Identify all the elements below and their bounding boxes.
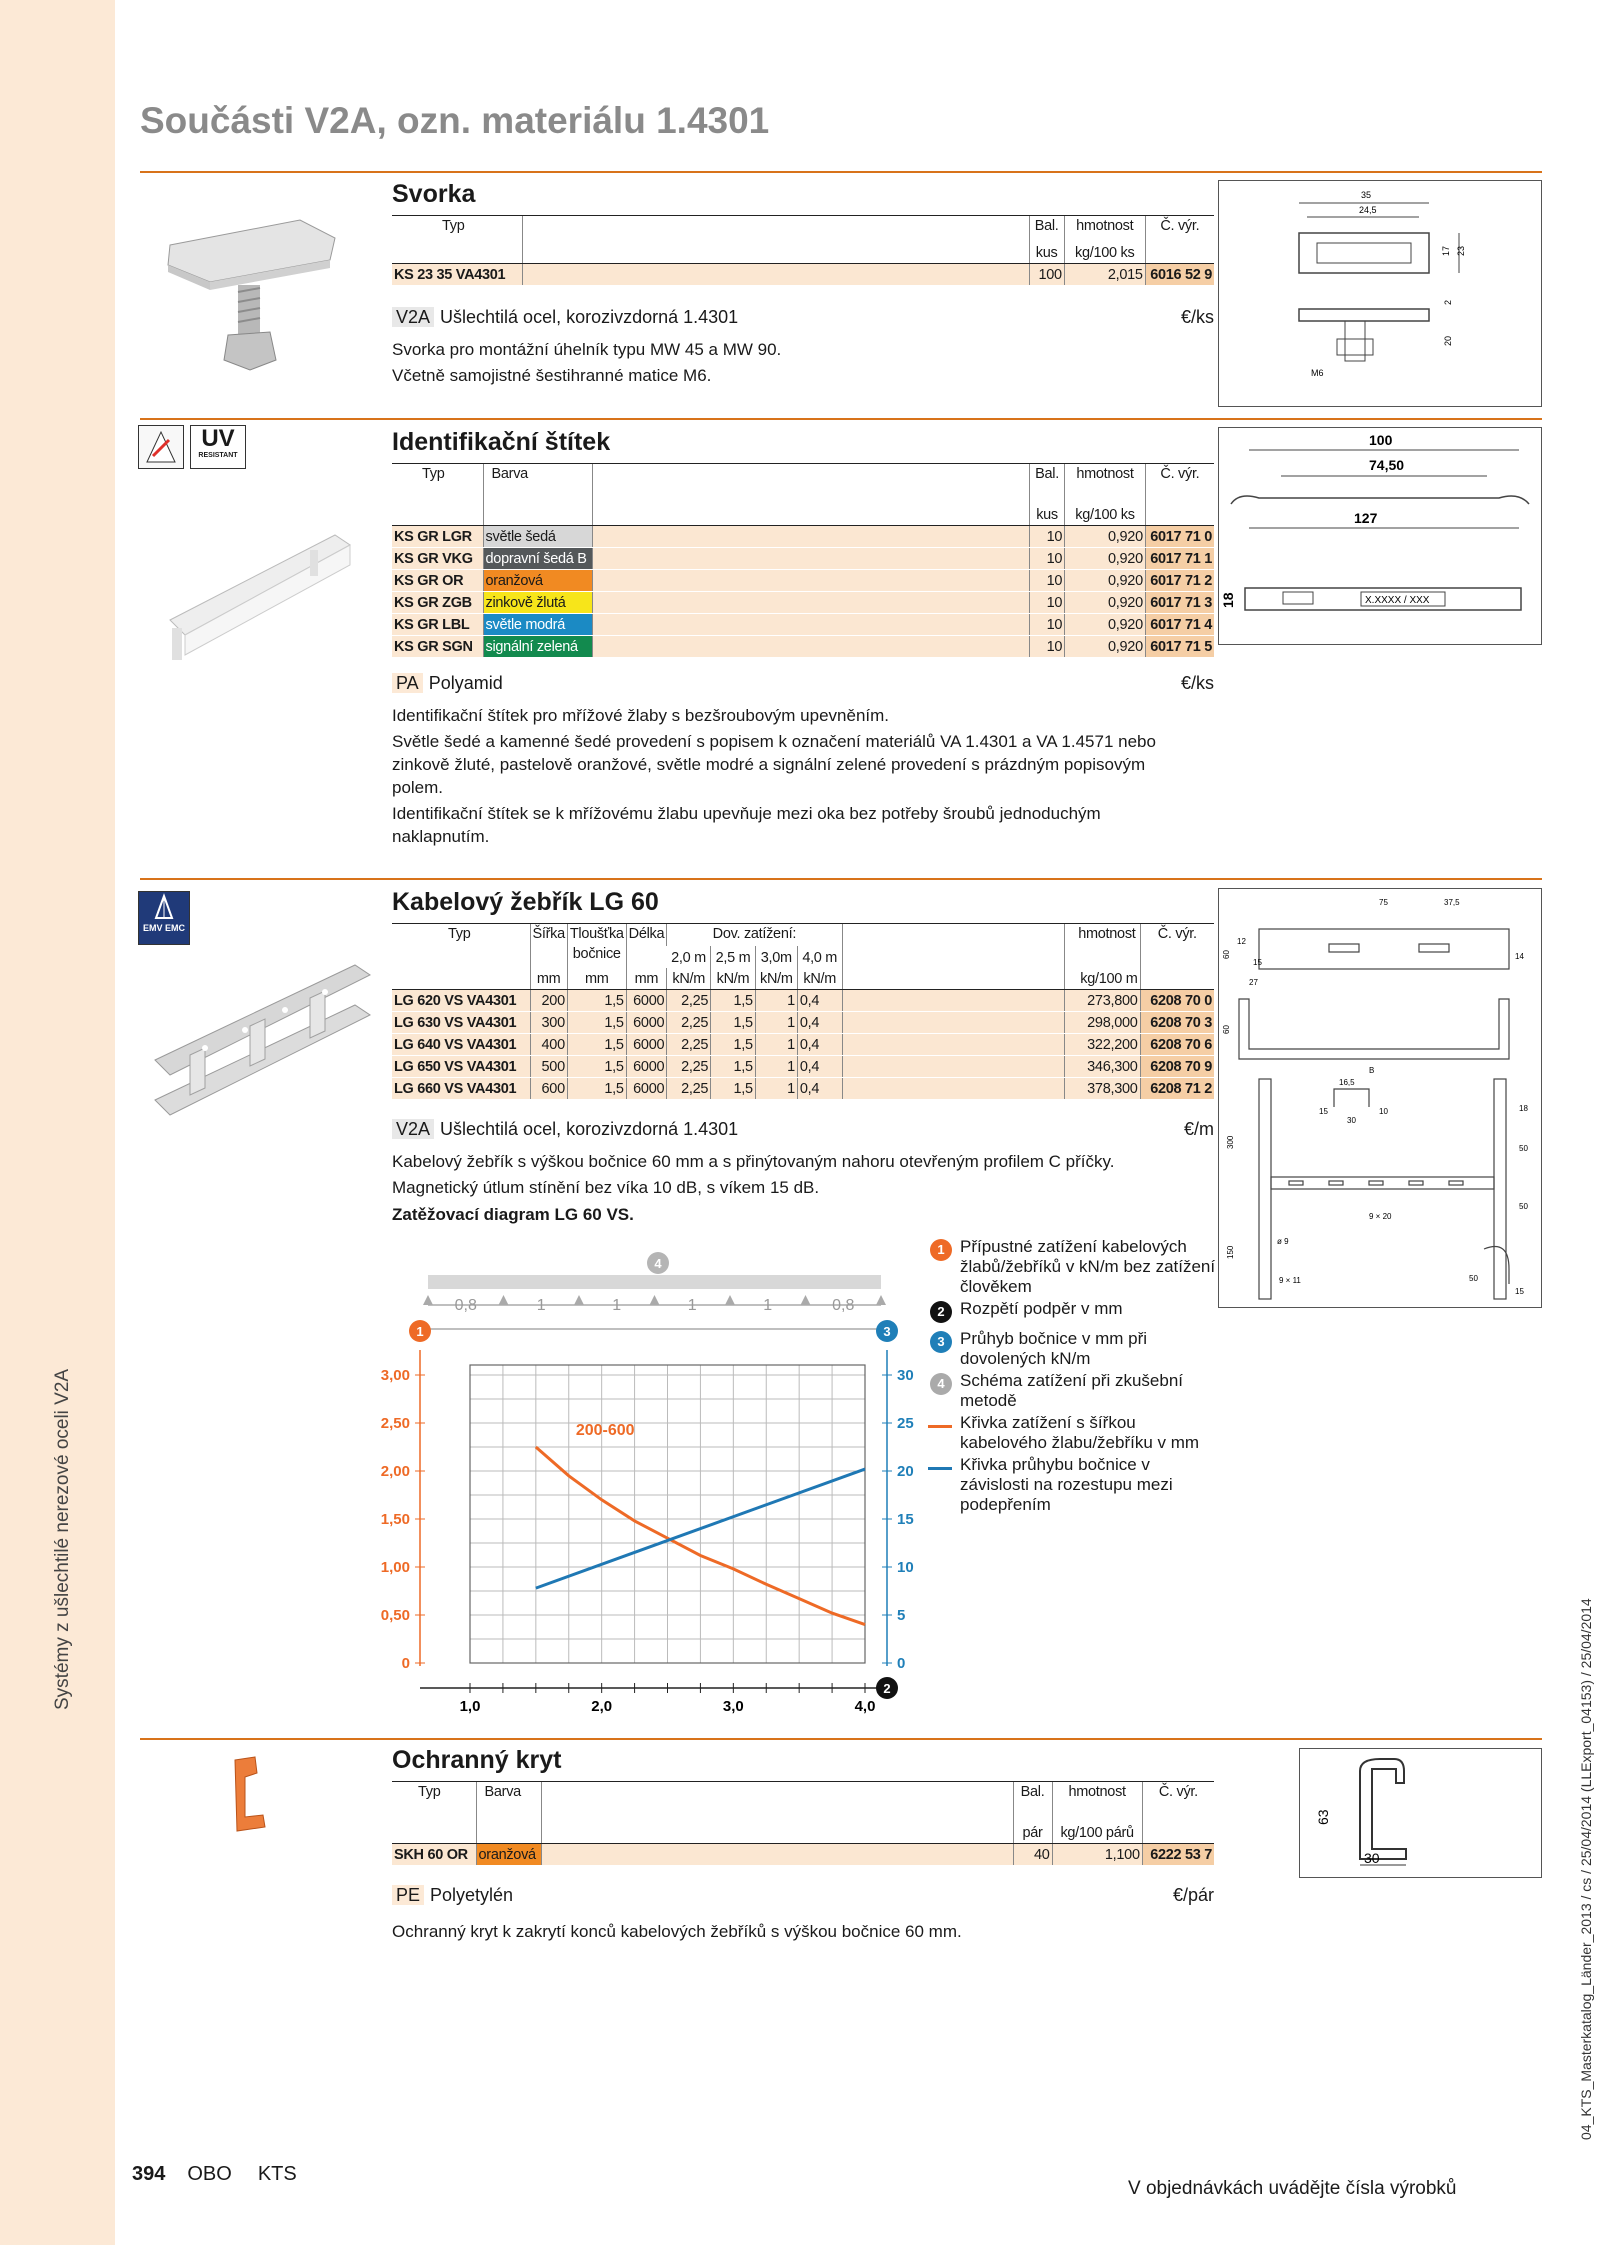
- svg-text:2: 2: [1443, 299, 1453, 305]
- material-line: PE Polyetylén €/pár: [392, 1882, 1214, 1908]
- legend-item: 4 Schéma zatížení při zkušební metodě: [928, 1371, 1218, 1411]
- svg-text:50: 50: [1469, 1274, 1478, 1283]
- zebrik-photo: [145, 960, 375, 1120]
- table-row: LG 620 VS VA4301 200 1,5 6000 2,25 1,5 1 0,4 273,800 6208 70 0: [392, 990, 1214, 1012]
- svg-text:9 × 20: 9 × 20: [1369, 1212, 1392, 1221]
- svorka-table: [392, 215, 1214, 286]
- page-title: Součásti V2A, ozn. materiálu 1.4301: [140, 100, 770, 141]
- right-tick-label: 5: [897, 1607, 906, 1624]
- svg-text:15: 15: [1515, 1287, 1524, 1296]
- svg-text:300: 300: [1226, 1135, 1235, 1149]
- svg-text:15: 15: [1253, 958, 1262, 967]
- series-label: 200-600: [575, 1422, 635, 1439]
- unit-bal: kus: [1029, 238, 1064, 264]
- section-rule: [140, 171, 1542, 173]
- material-tag: PA: [392, 673, 423, 693]
- col-typ: Typ: [392, 216, 523, 238]
- svg-text:17: 17: [1441, 245, 1451, 256]
- stitek-table: Typ Barva Bal. hmotnost Č. výr. kus kg/100 ks KS GR LGR světle šedá 10 0,920 6017 71 0 KS GR VKG dopravní šedá B 10 0,920 6017 71 1 KS GR OR oranžová 10 0,920 6017 71 2 KS GR ZGB zinkově žlutá 10 0,920 6017 71 3 KS GR LBL světle modrá 10 0,920 6017 71 4 KS GR SGN signální zelená 10 0,920 6017 71 5: [392, 463, 1214, 658]
- svg-text:23: 23: [1456, 245, 1466, 256]
- stitek-drawing: [1218, 427, 1542, 645]
- svg-text:14: 14: [1515, 952, 1524, 961]
- zebrik-table: Typ Šířka Tloušťka bočnice Délka Dov. zatížení: hmotnost Č. výr. 2,0 m 2,5 m 3,0m 4,0 m mm mm mm kN/m kN/m kN/m kN/m kg/100 m LG 620 VS VA4301 200 1,5 6000 2,25 1,5 1 0,4 273,800 6208 70 0 LG 630 VS VA4301 300 1,5 6000 2,25 1,5 1 0,4 298,000 6208 70 3 LG 640 VS VA4301 400 1,5 6000 2,25 1,5 1 0,4 322,200 6208 70 6 LG 650 VS VA4301 500 1,5 6000 2,25 1,5 1 0,4 346,300 6208 70 9 LG 660 VS VA4301 600 1,5 6000 2,25 1,5 1 0,4 378,300 6208 71 2: [392, 923, 1214, 1100]
- price-unit: €/ks: [1180, 307, 1214, 327]
- zebrik-description: Kabelový žebřík s výškou bočnice 60 mm a s přinýtovaným nahoru otevřeným profilem C příčky. Magnetický útlum stínění bez víka 10 dB, s víkem 15 dB.: [392, 1152, 1115, 1197]
- legend-item: 3 Průhyb bočnice v mm při dovolených kN/m: [928, 1329, 1218, 1369]
- unit-hm: kg/100 ks: [1064, 238, 1145, 264]
- left-tick-label: 0,50: [380, 1607, 410, 1624]
- svg-text:60: 60: [1222, 950, 1231, 959]
- material-tag: PE: [392, 1885, 424, 1905]
- side-text: Systémy z ušlechtilé nerezové oceli V2A: [52, 1368, 73, 1710]
- stitek-photo: [160, 520, 360, 670]
- section-rule: [140, 418, 1542, 420]
- legend-item: 1 Přípustné zatížení kabelových žlabů/žebříků v kN/m bez zatížení člověkem: [928, 1237, 1218, 1297]
- price-unit: €/pár: [1172, 1885, 1214, 1905]
- load-value: 1: [612, 1297, 622, 1314]
- svorka-description: Svorka pro montážní úhelník typu MW 45 a MW 90. Včetně samojistné šestihranné matice M6.: [392, 340, 782, 385]
- x-tick-label: 1,0: [459, 1698, 481, 1715]
- load-bar: [428, 1275, 881, 1289]
- col-cislo: Č. výr.: [1145, 216, 1214, 238]
- right-tick-label: 0: [897, 1655, 906, 1672]
- right-tick-label: 10: [897, 1559, 914, 1576]
- badge-2-text: 2: [883, 1681, 891, 1696]
- badge-3-text: 3: [883, 1324, 891, 1339]
- load-value: 1: [536, 1297, 546, 1314]
- svg-text:74,50: 74,50: [1369, 457, 1405, 473]
- svg-text:20: 20: [1443, 335, 1453, 346]
- svg-text:12: 12: [1237, 937, 1246, 946]
- svg-text:30: 30: [1347, 1116, 1356, 1125]
- kryt-table: Typ Barva Bal. hmotnost Č. výr. pár kg/100 párů SKH 60 OR oranžová 40 1,100 6222 53 7: [392, 1781, 1214, 1866]
- table-row: LG 640 VS VA4301 400 1,5 6000 2,25 1,5 1 0,4 322,200 6208 70 6: [392, 1034, 1214, 1056]
- svg-text:63: 63: [1315, 1809, 1331, 1825]
- left-tick-label: 1,50: [380, 1511, 410, 1528]
- stitek-description: Identifikační štítek pro mřížové žlaby s bezšroubovým upevněním. Světle šedé a kamenné šedé provedení s popisem k označení materiálů VA 1.4301 a VA 1.4571 nebo zinkově žluté, pastelově oranžové, světle modré a signální zelené provedení s prázdným popisovým polem. Identifikační štítek se k mřížovému žlabu upevňuje mezi oka bez potřeby šroubů jednoduchým naklapnutím.: [392, 706, 1156, 846]
- kryt-section: [392, 1746, 1214, 1946]
- table-row: KS GR OR oranžová 10 0,920 6017 71 2: [392, 570, 1214, 592]
- svorka-title: Svorka: [392, 180, 476, 208]
- svg-text:30: 30: [1364, 1850, 1380, 1866]
- svg-text:24,5: 24,5: [1359, 205, 1377, 215]
- kryt-photo: [215, 1755, 275, 1835]
- svg-text:X.XXXX / XXX: X.XXXX / XXX: [1365, 595, 1430, 606]
- material-line: V2A Ušlechtilá ocel, korozivzdorná 1.4301 €/ks: [392, 304, 1214, 330]
- uv-resistant-icon: UV RESISTANT: [190, 425, 246, 469]
- svg-text:50: 50: [1519, 1144, 1528, 1153]
- table-row: SKH 60 OR oranžová 40 1,100 6222 53 7: [392, 1844, 1214, 1866]
- svg-text:18: 18: [1220, 592, 1236, 608]
- svg-text:100: 100: [1369, 432, 1393, 448]
- zebrik-title: Kabelový žebřík LG 60: [392, 888, 659, 916]
- left-tick-label: 2,50: [380, 1415, 410, 1432]
- svg-text:ø 9: ø 9: [1277, 1237, 1289, 1246]
- svg-text:16,5: 16,5: [1339, 1078, 1355, 1087]
- right-tick-label: 20: [897, 1463, 914, 1480]
- page-number: 394: [132, 2163, 166, 2185]
- svorka-section: [392, 180, 1214, 390]
- svg-text:60: 60: [1222, 1025, 1231, 1034]
- section-rule: [140, 878, 1542, 880]
- side-band: [0, 0, 115, 2245]
- zebrik-section: [392, 888, 1214, 1225]
- section-rule: [140, 1738, 1542, 1740]
- badge-1-text: 1: [416, 1324, 424, 1339]
- svg-text:35: 35: [1361, 190, 1372, 200]
- legend-item: Křivka zatížení s šířkou kabelového žlabu/žebříku v mm: [928, 1413, 1218, 1453]
- load-arrow: [876, 1295, 886, 1305]
- right-tick-label: 25: [897, 1415, 914, 1432]
- svorka-photo: [150, 210, 350, 380]
- right-tick-label: 30: [897, 1367, 914, 1384]
- legend-item: Křivka průhybu bočnice v závislosti na rozestupu mezi podepřením: [928, 1455, 1218, 1515]
- table-row: KS GR ZGB zinkově žlutá 10 0,920 6017 71 3: [392, 592, 1214, 614]
- badge-4-text: 4: [654, 1256, 662, 1271]
- load-arrow: [650, 1295, 660, 1305]
- svg-text:37,5: 37,5: [1444, 898, 1460, 907]
- svg-text:9 × 11: 9 × 11: [1279, 1276, 1301, 1285]
- material-tag: V2A: [392, 1119, 434, 1139]
- material-tag: V2A: [392, 307, 434, 327]
- load-arrow: [725, 1295, 735, 1305]
- table-row: KS GR SGN signální zelená 10 0,920 6017 71 5: [392, 636, 1214, 658]
- svorka-drawing: [1218, 180, 1542, 407]
- svg-text:18: 18: [1519, 1104, 1528, 1113]
- svg-text:150: 150: [1226, 1245, 1235, 1259]
- table-row: KS GR VKG dopravní šedá B 10 0,920 6017 71 1: [392, 548, 1214, 570]
- svg-text:50: 50: [1519, 1202, 1528, 1211]
- load-value: 1: [763, 1297, 773, 1314]
- diagram-title: Zatěžovací diagram LG 60 VS.: [392, 1205, 634, 1224]
- table-row: LG 630 VS VA4301 300 1,5 6000 2,25 1,5 1 0,4 298,000 6208 70 3: [392, 1012, 1214, 1034]
- table-row: KS GR LBL světle modrá 10 0,920 6017 71 4: [392, 614, 1214, 636]
- table-row: LG 650 VS VA4301 500 1,5 6000 2,25 1,5 1 0,4 346,300 6208 70 9: [392, 1056, 1214, 1078]
- stitek-title: Identifikační štítek: [392, 428, 611, 456]
- catalog-code: 04_KTS_Masterkatalog_Länder_2013 / cs / 25/04/2014 (LLExport_04153) / 25/04/2014: [1578, 1598, 1594, 2140]
- price-unit: €/ks: [1180, 673, 1214, 693]
- svg-text:75: 75: [1379, 898, 1388, 907]
- left-tick-label: 3,00: [380, 1367, 410, 1384]
- footer-note: V objednávkách uvádějte čísla výrobků: [1128, 2178, 1457, 2199]
- kryt-title: Ochranný kryt: [392, 1746, 562, 1774]
- svg-text:127: 127: [1354, 510, 1378, 526]
- left-tick-label: 2,00: [380, 1463, 410, 1480]
- legend-item: 2 Rozpětí podpěr v mm: [928, 1299, 1218, 1319]
- load-arrow: [423, 1295, 433, 1305]
- flame-icon: [138, 425, 184, 469]
- diagram-legend: [928, 1237, 1218, 1517]
- svg-text:B: B: [1369, 1066, 1375, 1075]
- load-arrow: [801, 1295, 811, 1305]
- col-bal: Bal.: [1029, 216, 1064, 238]
- right-tick-label: 15: [897, 1511, 914, 1528]
- svg-text:15: 15: [1319, 1107, 1328, 1116]
- load-arrow: [574, 1295, 584, 1305]
- kryt-description: Ochranný kryt k zakrytí konců kabelových žebříků s výškou bočnice 60 mm.: [392, 1922, 962, 1941]
- kryt-drawing: [1299, 1748, 1542, 1878]
- left-tick-label: 0: [401, 1655, 410, 1672]
- x-tick-label: 4,0: [854, 1698, 876, 1715]
- load-arrow: [499, 1295, 509, 1305]
- x-tick-label: 3,0: [722, 1698, 744, 1715]
- table-row: KS GR LGR světle šedá 10 0,920 6017 71 0: [392, 526, 1214, 548]
- zebrik-drawing: [1218, 888, 1542, 1308]
- svg-text:27: 27: [1249, 978, 1258, 987]
- table-row: KS 23 35 VA4301 100 2,015 6016 52 9: [392, 264, 1214, 286]
- footer-left: 394 OBO KTS: [132, 2163, 297, 2185]
- material-line: PA Polyamid €/ks: [392, 670, 1214, 696]
- svg-text:M6: M6: [1311, 368, 1324, 378]
- left-tick-label: 1,00: [380, 1559, 410, 1576]
- emv-icon: EMV EMC: [138, 891, 190, 945]
- svg-text:10: 10: [1379, 1107, 1388, 1116]
- load-value: 0,8: [832, 1297, 855, 1314]
- table-row: LG 660 VS VA4301 600 1,5 6000 2,25 1,5 1 0,4 378,300 6208 71 2: [392, 1078, 1214, 1100]
- x-tick-label: 2,0: [591, 1698, 613, 1715]
- load-value: 1: [687, 1297, 697, 1314]
- load-diagram: [380, 1245, 920, 1735]
- stitek-section: [392, 428, 1214, 851]
- load-value: 0,8: [454, 1297, 477, 1314]
- col-hmotnost: hmotnost: [1064, 216, 1145, 238]
- material-line: V2A Ušlechtilá ocel, korozivzdorná 1.4301 €/m: [392, 1116, 1214, 1142]
- price-unit: €/m: [1183, 1119, 1214, 1139]
